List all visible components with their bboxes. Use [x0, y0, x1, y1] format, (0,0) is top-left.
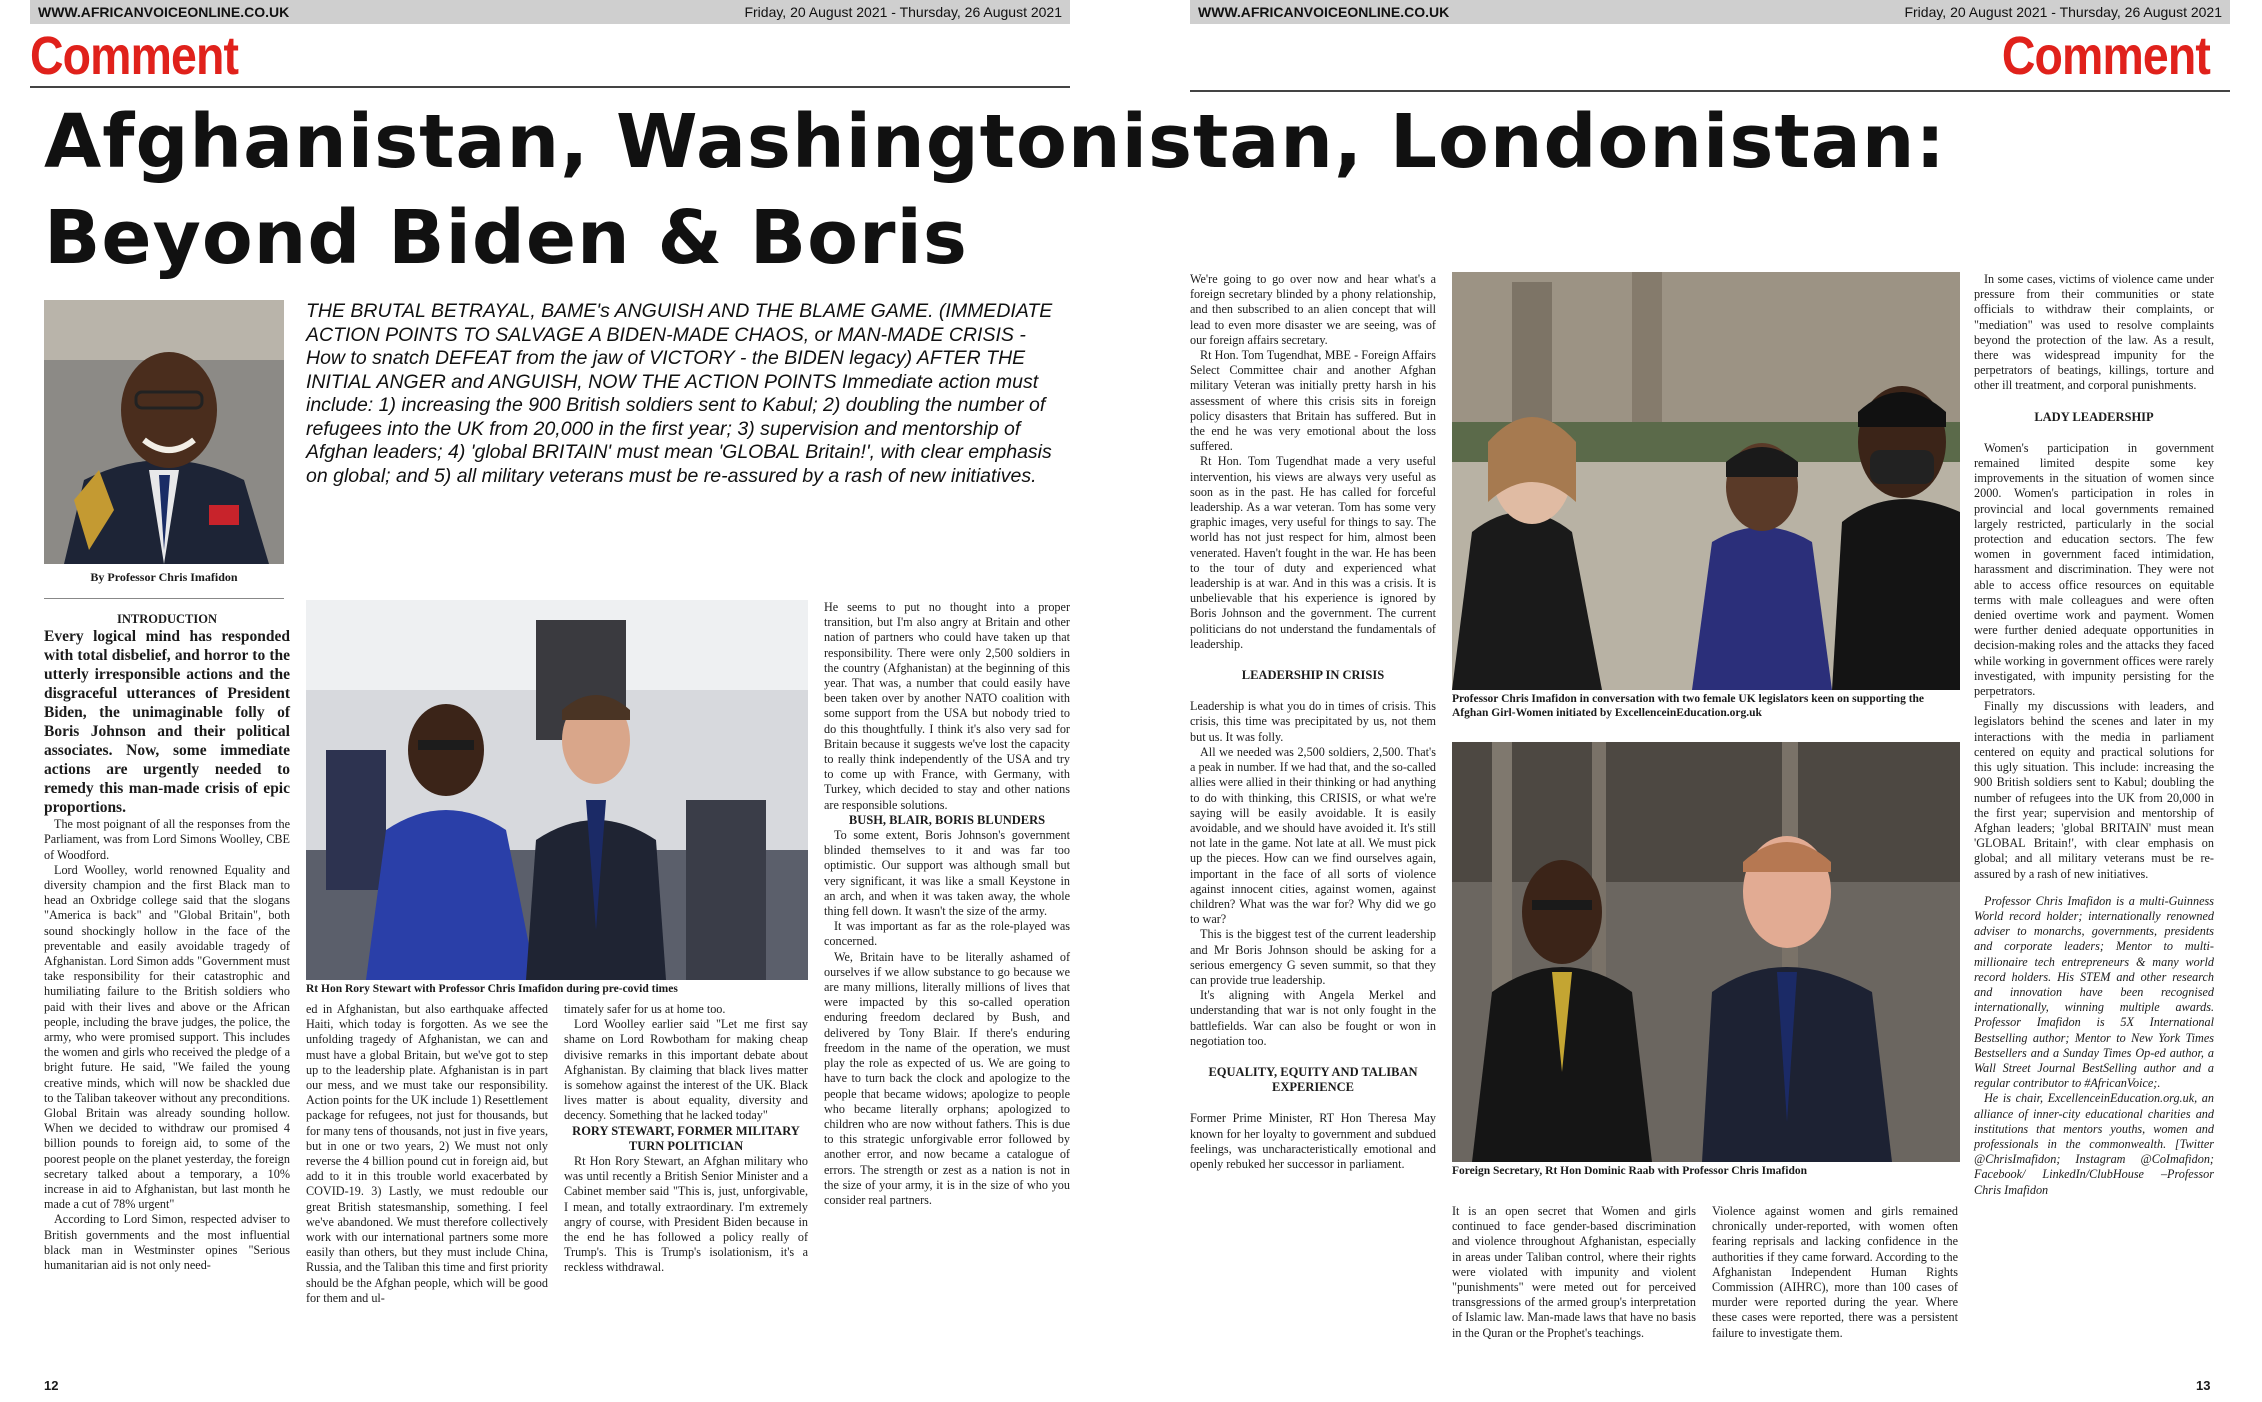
- body-paragraph: Finally my discussions with leaders, and legislators behind the scenes and later in my interactions with the media in parliament centered on equity and practical solutions for this ugly situation. This include: increasing the 900 British soldiers sent to Kabul; doubling the number of refugees into the UK from 20,000 in the first year; supervision and mentorship of Afghan leaders; 'global BRITAIN' must mean 'GLOBAL Britain!', with clear emphasis on global; and all military veterans must be re-assured by a rash of new initiatives.: [1974, 699, 2214, 881]
- photo-raab: [1452, 742, 1960, 1162]
- page-number-left: 12: [44, 1378, 59, 1393]
- body-paragraph: Rt Hon Rory Stewart, an Afghan military who was until recently a British Senior Minister and a Cabinet member said "This is, just, unforgivable, I mean, and totally extraordinary. I'm extremely angry of course, with President Biden because in the end he has followed a policy really of Trump's. This is Trump's isolationism, it's a reckless withdrawal.: [564, 1154, 808, 1275]
- photo-legislators: [1452, 272, 1960, 690]
- section-heading-stewart: RORY STEWART, FORMER MILITARY TURN POLITICIAN: [572, 1123, 800, 1153]
- section-label-left: Comment: [30, 26, 239, 86]
- body-paragraph: We, Britain have to be literally ashamed of ourselves if we allow substance to go because we are many millions, literally millions of lives that were impacted by this so-called operation enduring freedom declared by Bush, and delivered by Tony Blair. If there's enduring freedom in the name of the operation, we must play the role as expected of us. We are going to have to turn back the clock and apologize to the people that became widows; apologize to people who became literally orphans; apologized to children who are now without fathers. This is due to this strategic unforgivable error followed by another error, and now became a catalogue of errors. The strength or zest as a nation is not in the size of your army, it is in the size of who you consider real partners.: [824, 949, 1070, 1207]
- photo-caption-legislators: Professor Chris Imafidon in conversation with two female UK legislators keen on supporting the Afghan Girl-Women initiated by ExcellenceinEducation.org.uk: [1452, 693, 1925, 719]
- section-heading-equality: EQUALITY, EQUITY AND TALIBAN EXPERIENCE: [1208, 1064, 1418, 1095]
- photo-caption-raab: Foreign Secretary, Rt Hon Dominic Raab with Professor Chris Imafidon: [1452, 1165, 1807, 1177]
- article-column-3: [564, 1002, 808, 1276]
- body-paragraph: It is an open secret that Women and girls continued to face gender-based discrimination and violence throughout Afghanistan, especially in areas under Taliban control, where their rights were violated with impunity and violent "punishments" were meted out for perceived transgressions of the armed group's interpretation of Islamic law. Man-made laws that have no basis in the Quran or the Prophet's teachings.: [1452, 1204, 1696, 1340]
- body-paragraph: timately safer for us at home too.: [564, 1002, 726, 1016]
- article-column-2: [306, 1002, 548, 1306]
- site-url[interactable]: WWW.AFRICANVOICEONLINE.CO.UK: [1198, 4, 1450, 20]
- body-paragraph: Former Prime Minister, RT Hon Theresa May known for her loyalty to government and subdued feelings, was uncharacteristically emotional and openly rebuked her successor in parliament.: [1190, 1111, 1436, 1171]
- section-heading-lady: LADY LEADERSHIP: [2034, 409, 2154, 424]
- top-bar-left: [30, 0, 1070, 24]
- body-paragraph: According to Lord Simon, respected adviser to British governments and the most influential black man in Westminster opines "Serious humanitarian aid is not only need-: [44, 1212, 290, 1273]
- divider: [1190, 90, 2230, 92]
- section-heading-blunders: BUSH, BLAIR, BORIS BLUNDERS: [848, 812, 1046, 827]
- article-column-8: [1974, 272, 2214, 1198]
- section-heading-crisis: LEADERSHIP IN CRISIS: [1241, 668, 1385, 683]
- body-paragraph: Rt Hon. Tom Tugendhat, MBE - Foreign Affairs Select Committee chair and another Afghan military Veteran was initially pretty harsh in his assessment of where this crisis sits in foreign policy disasters that Britain has suffered. But in the end he was very emotional about the loss suffered.: [1190, 348, 1436, 454]
- photo-rory-stewart: [306, 600, 808, 980]
- body-paragraph: Women's participation in government remained limited despite some key improvements in the situation of women since 2000. Women's participation in roles in provincial and local governments remained largely restricted, particularly in the social protection and education sectors. The few women in government faced intimidation, harassment and discrimination. They were not able to access office resources on equitable terms with male colleagues and were often denied overtime work and payment. Women were further denied adequate opportunities in decision-making roles and the attacks they faced while working in government offices were rarely investigated, with impunity persisting for the perpetrators.: [1974, 440, 2214, 699]
- body-paragraph: This is the biggest test of the current leadership and Mr Boris Johnson should be asking for a serious emergency G seven summit, so that they can provide true leadership.: [1190, 927, 1436, 987]
- body-paragraph: Rt Hon. Tom Tugendhat made a very useful intervention, his views are always very useful as soon as in the past. He has called for forceful leadership. As a war veteran. Tom has some very graphic images, very useful for things to say. The world has not just respect for him, almost been venerated. Haven't fought in the war. He has been to the tour of duty and experienced what leadership is at war. And in this was a crisis. It is unbelievable that his experience is ignored by Boris Johnson and the government. The current politicians do not understand the fundamentals of leadership.: [1190, 454, 1436, 651]
- headline-line-1: Afghanistan, Washingtonistan, Londonistan:: [44, 99, 1947, 185]
- article-column-7: [1712, 1204, 1958, 1341]
- page-number-right: 13: [2196, 1378, 2211, 1393]
- issue-date: Friday, 20 August 2021 - Thursday, 26 August 2021: [1904, 4, 2222, 20]
- body-paragraph: He seems to put no thought into a proper transition, but I'm also angry at Britain and other nation of partners who could have taken up that responsibility. There were only 2,500 soldiers in the country (Afghanistan) at the beginning of this year. That was, a number that could easily have been taken over by another NATO coalition with some support from the USA but nobody tried to do this thoughtfully. I think it's also very sad for Britain because it suggests we've lost the capacity to really think independently of the USA and try to come up with France, with Germany, with Turkey, which decided to stay and other nations are responsible solutions.: [824, 600, 1070, 812]
- author-bio: He is chair, ExcellenceinEducation.org.uk, an alliance of inner-city educational charities and institutions that mentors youths, women and professionals in the commonwealth. [Twitter @ChrisImafidon; Instagram @CoImafidon; Facebook/ LinkedIn/ClubHouse –Professor Chris Imafidon: [1974, 1091, 2214, 1197]
- headline-line-2: Beyond Biden & Boris: [44, 195, 968, 281]
- article-column-4: [824, 600, 1070, 1208]
- body-paragraph: All we needed was 2,500 soldiers, 2,500. That's a peak in number. If we had that, and the so-called allies were allied in their thinking or had anything to do with thinking, this CRISIS, or what we're saying will be easily avoidable. It is easily avoidable, and we should have avoided it. It's still not late in the game. Not late at all. We must pick up the pieces. How can we find ourselves again, important in the face of all sorts of violence against innocent cities, against women, against children? What was the war for? Why did we go to war?: [1190, 744, 1436, 927]
- body-paragraph: In some cases, victims of violence came under pressure from their communities or state officials to withdraw their complaints, or "mediation" was used to resolve complaints beyond the protection of the law. As a result, there was widespread impunity for the perpetrators of beatings, killings, torture and other ill treatment, and corporal punishments.: [1974, 272, 2214, 393]
- site-url[interactable]: WWW.AFRICANVOICEONLINE.CO.UK: [38, 4, 290, 20]
- body-paragraph: It was important as far as the role-played was concerned.: [824, 919, 1070, 949]
- body-paragraph: Violence against women and girls remained chronically under-reported, with women often fearing reprisals and lacking confidence in the authorities if they came forward. According to the Afghanistan Independent Human Rights Commission (AIHRC), more than 100 cases of murder were reported during the year. Where these cases were reported, there was a persistent failure to investigate them.: [1712, 1204, 1958, 1340]
- byline: By Professor Chris Imafidon: [90, 570, 238, 584]
- article-column-1: [44, 612, 290, 1273]
- author-bio: Professor Chris Imafidon is a multi-Guinness World record holder; internationally renowned adviser to monarchs, governments, presidents and corporate leaders; Mentor to multi-millionaire tech entrepreneurs & many world record holders. His STEM and other research and innovation have been recognised internationally, winning multiple awards. Professor Imafidon is 5X International Bestselling author; Mentor to New York Times Bestsellers and a Sunday Times Op-ed author, a Wall Street Journal BestSelling author and a regular contributor to #AfricanVoice;.: [1974, 893, 2214, 1091]
- divider: [44, 598, 284, 599]
- article-column-5: [1190, 272, 1436, 1172]
- body-paragraph: It's aligning with Angela Merkel and understanding that war is not only fought in the battlefields. War can also be fought or won in negotiation too.: [1190, 988, 1436, 1048]
- divider: [30, 86, 1070, 88]
- top-bar-right: [1190, 0, 2230, 24]
- lead-paragraph: Every logical mind has responded with total disbelief, and horror to the utterly irresponsible actions and the disgraceful utterances of President Biden, the unimaginable folly of Boris Johnson and their political associates. Now, some immediate actions are urgently needed to remedy this man-made crisis of epic proportions.: [44, 628, 290, 817]
- section-heading-intro: INTRODUCTION: [116, 612, 217, 626]
- author-portrait: [44, 300, 284, 564]
- article-column-6: [1452, 1204, 1696, 1341]
- body-paragraph: ed in Afghanistan, but also earthquake affected Haiti, which today is forgotten. As we see the unfolding tragedy of Afghanistan, we can and must have a global Britain, but we've got to step up to the leadership plate. Afghanistan is in part our mess, and we must take our responsibility. Action points for the UK include 1) Resettlement package for refugees, not just for thousands, but for many tens of thousands, not just in five years, but in one or two years, 2) We must not only reverse the 4 billion pound cut in foreign aid, but add to it in this trouble world exacerbated by COVID-19. 3) Lastly, we must redouble our great British statesmanship, something. I feel we've abandoned. We must therefore collectively work with our international partners some more easily than others, but they must include China, Russia, and the Taliban this time and first priority should be the Afghan people, which will be good for them and ul-: [306, 1002, 548, 1305]
- issue-date: Friday, 20 August 2021 - Thursday, 26 August 2021: [744, 4, 1062, 20]
- body-paragraph: Lord Woolley, world renowned Equality and diversity champion and the first Black man to head an Oxbridge college said that the slogans "America is back" and "Global Britain", both sound shockingly hollow in the face of the preventable and easily avoidable tragedy of Afghanistan. Lord Simon adds "Government must take responsibility for their catastrophic and humiliating failure to the British soldiers who paid with their lives and above or the African people, including the brave judges, the police, the army, who were promised support. This includes the women and girls who received the pledge of a bright future. He said, "We failed the young creative minds, which will now be shackled due to the Taliban takeover without any preconditions. Global Britain was already sounding hollow. When we decided to withdraw our promised 4 billion pounds to foreign aid, to some of the poorest people on the planet yesterday, the foreign secretary talked about a temporary, a 10% increase in aid to Afghanistan, but last month he made a cut of 78% urgent": [44, 862, 290, 1212]
- body-paragraph: To some extent, Boris Johnson's government blinded themselves to it and was far too optimistic. Our support was although small but very significant, it was like a small Keystone in an arch, and when it was taken away, the whole thing fell down. It wasn't the size of the army.: [824, 828, 1070, 919]
- section-label-right: Comment: [2001, 26, 2210, 86]
- body-paragraph: The most poignant of all the responses from the Parliament, was from Lord Simons Woolley, CBE of Woodford.: [44, 817, 290, 862]
- body-paragraph: Lord Woolley earlier said "Let me first say shame on Lord Rowbotham for making cheap divisive remarks in this important debate about Afghanistan. By claiming that black lives matter is somehow against the interest of the UK. Black lives matter is about equality, diversity and decency. Something that he lacked today": [564, 1017, 808, 1123]
- photo-caption-stewart: Rt Hon Rory Stewart with Professor Chris Imafidon during pre-covid times: [306, 983, 678, 995]
- body-paragraph: Leadership is what you do in times of crisis. This crisis, this time was precipitated by us, not them but us. It was folly.: [1190, 699, 1436, 744]
- standfirst: THE BRUTAL BETRAYAL, BAME's ANGUISH AND THE BLAME GAME. (IMMEDIATE ACTION POINTS TO SALVAGE A BIDEN-MADE CHAOS, or MAN-MADE CRISIS - How to snatch DEFEAT from the jaw of VICTORY - the BIDEN legacy) AFTER THE INITIAL ANGER and ANGUISH, NOW THE ACTION POINTS Immediate action must include: 1) increasing the 900 British soldiers sent to Kabul; 2) doubling the number of refugees into the UK from 20,000 in the first year; 3) supervision and mentorship of Afghan leaders; 4) 'global BRITAIN' must mean 'GLOBAL Britain!', with clear emphasis on global; and 5) all military veterans must be re-assured by a rash of new initiatives.: [306, 300, 1053, 487]
- body-paragraph: We're going to go over now and hear what's a foreign secretary blinded by a phony relationship, and then subscribed to an alien concept that will lead to even more disaster we are seeing, was of our foreign affairs secretary.: [1190, 272, 1436, 347]
